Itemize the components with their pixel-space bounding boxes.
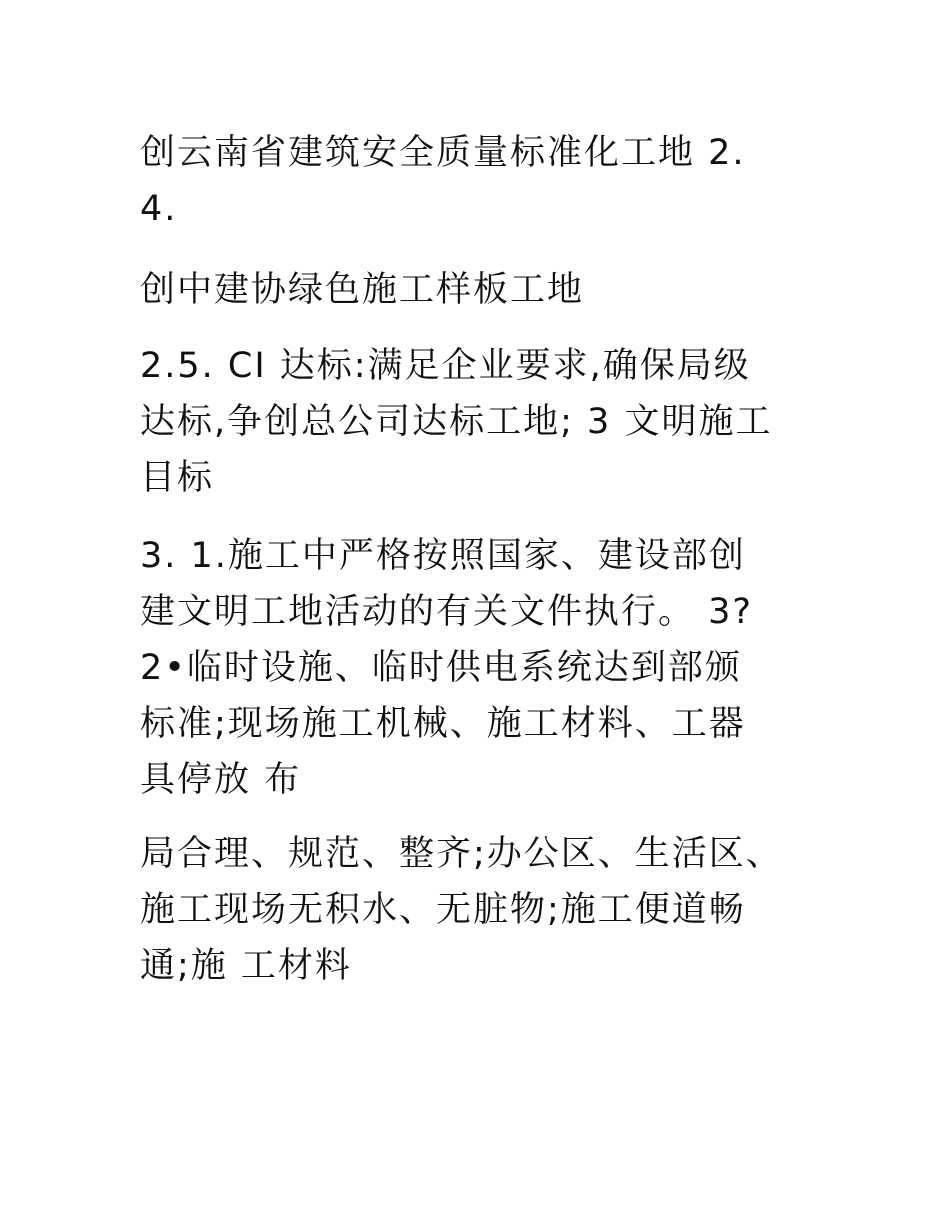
paragraph-3 (140, 338, 840, 506)
text-line: 建文明工地活动的有关文件执行。 3? (140, 592, 753, 632)
paragraph-5 (140, 826, 840, 994)
text-line: 施工现场无积水、无脏物;施工便道畅 (140, 890, 746, 930)
text-line: 达标,争创总公司达标工地; 3 文明施工 (140, 402, 773, 442)
text-line: 目标 (140, 458, 215, 498)
text-line: 2.5. CI 达标:满足企业要求,确保局级 (140, 346, 751, 386)
text-line: 具停放 布 (140, 760, 302, 800)
paragraph-4 (140, 528, 840, 808)
text-line: 4. (140, 189, 178, 229)
paragraph-1 (140, 125, 840, 237)
text-line: 标准;现场施工机械、施工材料、工器 (140, 704, 746, 744)
text-line: 2•临时设施、临时供电系统达到部颁 (140, 648, 742, 688)
text-line: 3. 1.施工中严格按照国家、建设部创 (140, 536, 746, 576)
text-line: 创云南省建筑安全质量标准化工地 2. (140, 133, 746, 173)
text-line: 通;施 工材料 (140, 946, 352, 986)
text-line: 局合理、规范、整齐;办公区、生活区、 (140, 834, 783, 874)
text-line: 创中建协绿色施工样板工地 (140, 270, 585, 310)
paragraph-2 (140, 262, 840, 318)
